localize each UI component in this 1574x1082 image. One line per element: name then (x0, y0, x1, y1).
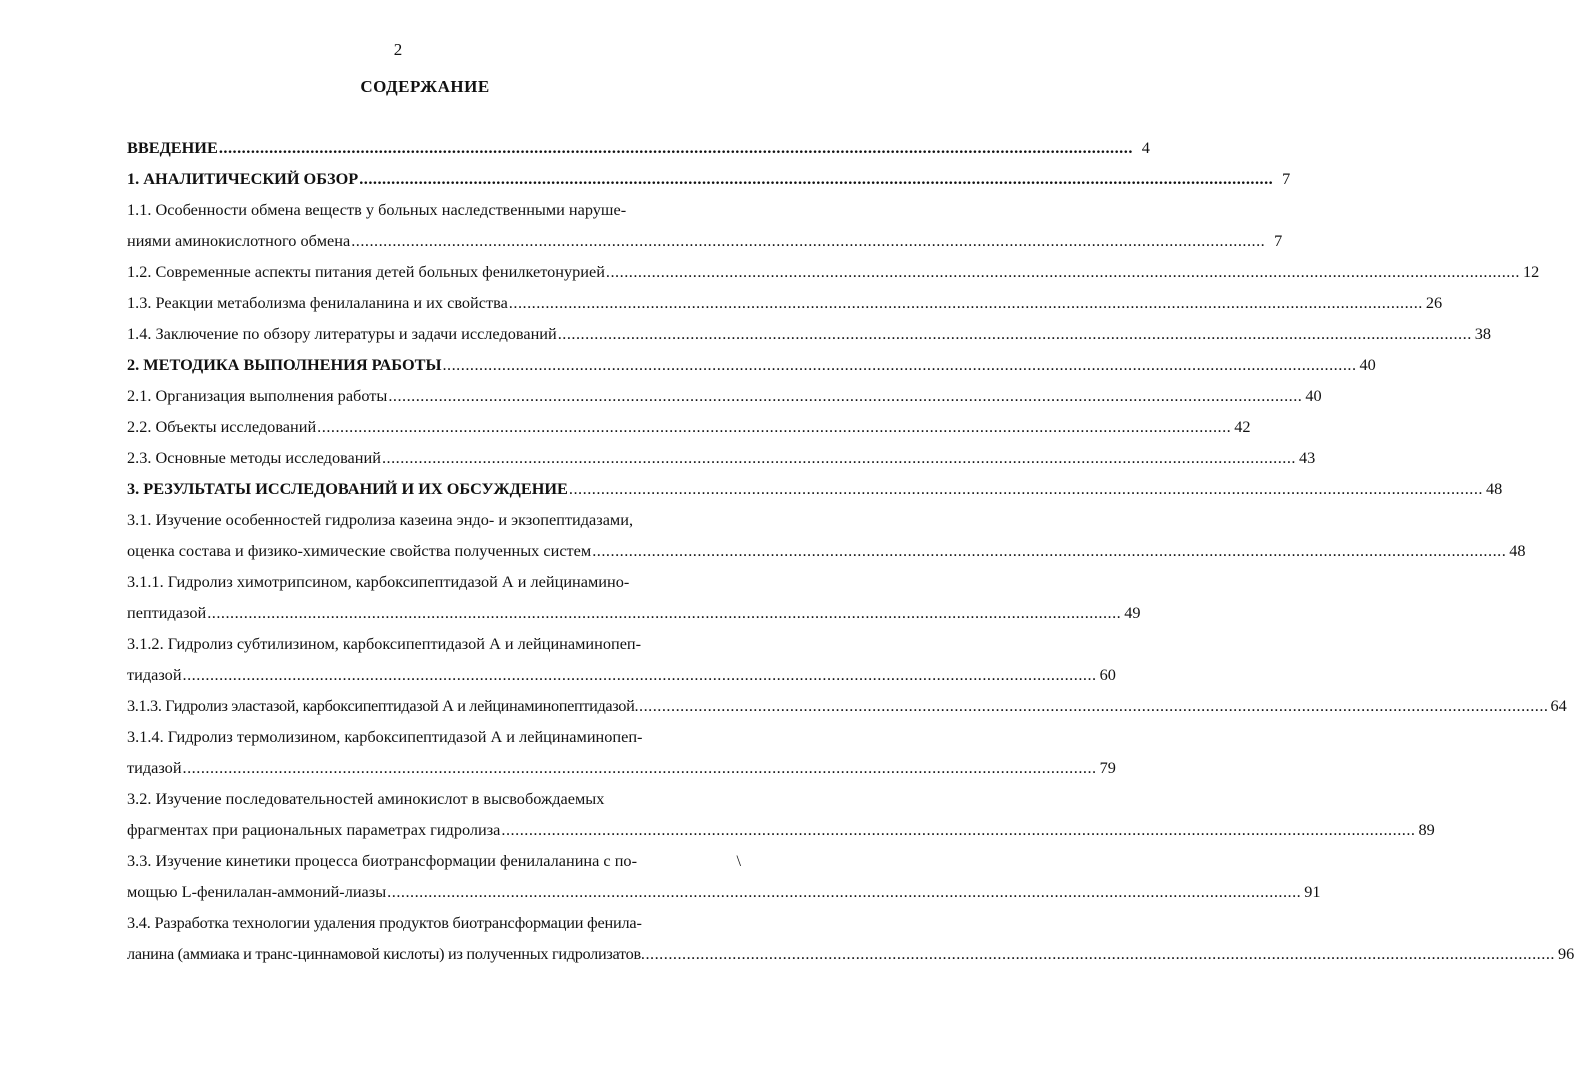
leader-dots: ........................................................................................................................................................................................................ (317, 417, 1232, 436)
toc-entry-title: 1.2. Современные аспекты питания детей больных фенилкетонурией (127, 262, 605, 281)
toc-entry-title: 3.4. Разработка технологии удаления продуктов биотрансформации фенила- (127, 913, 642, 932)
toc-entry-page: 4 (1141, 138, 1150, 157)
toc-entry-title-continued: оценка состава и физико-химические свойства полученных систем (127, 541, 592, 560)
toc-entry-page: 48 (1509, 541, 1526, 560)
toc-entry-title-continued: ниями аминокислотного обмена (127, 231, 351, 250)
toc-entry-page: 40 (1305, 386, 1322, 405)
toc-entry-page: 48 (1485, 479, 1503, 498)
leader-dots: ........................................................................................................................................................................................................ (568, 479, 1483, 498)
toc-entry-page: 42 (1234, 417, 1251, 436)
leader-dots: ........................................................................................................................................................................................................ (605, 262, 1520, 281)
margin-mark: \ (736, 851, 741, 870)
toc-entry-title-continued: фрагментах при рациональных параметрах гидролиза (127, 820, 501, 839)
page-number: 2 (393, 40, 403, 59)
toc-entry-title: 3.1.1. Гидролиз химотрипсином, карбоксипептидазой А и лейцинамино- (127, 572, 630, 591)
toc-entry-1-4[interactable] (127, 318, 1492, 349)
toc-entry-page: 91 (1304, 882, 1321, 901)
toc-entry-page: 7 (1282, 169, 1291, 188)
leader-dots: ........................................................................................................................................................................................................ (634, 696, 1549, 715)
leader-dots: ........................................................................................................................................................................................................ (387, 882, 1302, 901)
toc-entry-page: 64 (1550, 696, 1567, 715)
toc-entry-title-continued: пептидазой (127, 603, 207, 622)
leader-dots: ........................................................................................................................................................................................................ (207, 603, 1122, 622)
toc-entry-title: 3.1.2. Гидролиз субтилизином, карбоксипептидазой А и лейцинаминопеп- (127, 634, 642, 653)
toc-entry-title: 2.3. Основные методы исследований (127, 448, 381, 467)
leader-dots: ........................................................................................................................................................................................................ (508, 293, 1423, 312)
toc-entry-1-1-line-1[interactable] (127, 194, 741, 225)
toc-entry-title: 1.3. Реакции метаболизма фенилаланина и их свойства (127, 293, 508, 312)
toc-entry-3-1-2-line-1[interactable] (127, 628, 741, 659)
leader-dots: ........................................................................................................................................................................................................ (182, 758, 1097, 777)
toc-entry-chapter-3[interactable] (127, 473, 1503, 504)
toc-entry-3-1-3[interactable] (127, 690, 1567, 721)
toc-entry-title: 3.1.3. Гидролиз эластазой, карбоксипептидазой А и лейцинаминопептидазой (127, 696, 635, 715)
toc-entry-title: 3. РЕЗУЛЬТАТЫ ИССЛЕДОВАНИЙ И ИХ ОБСУЖДЕНИЕ (127, 479, 568, 498)
toc-entry-3-2-line-1[interactable] (127, 783, 741, 814)
leader-dots: ........................................................................................................................................................................................................ (351, 231, 1266, 250)
leader-dots: ........................................................................................................................................................................................................ (182, 665, 1097, 684)
toc-title: СОДЕРЖАНИЕ (360, 77, 490, 96)
toc-entry-2-1[interactable] (127, 380, 1322, 411)
toc-entry-page: 7 (1274, 231, 1283, 250)
toc-entry-3-4-line-2[interactable] (127, 938, 1574, 969)
toc-entry-chapter-1[interactable] (127, 163, 1291, 194)
leader-dots: ........................................................................................................................................................................................................ (381, 448, 1296, 467)
toc-entry-title: 1.1. Особенности обмена веществ у больных наследственными наруше- (127, 200, 627, 219)
toc-entry-3-1-4-line-2[interactable] (127, 752, 1116, 783)
leader-dots: ........................................................................................................................................................................................................ (359, 169, 1274, 188)
toc-entry-page: 49 (1124, 603, 1141, 622)
leader-dots: ........................................................................................................................................................................................................ (557, 324, 1472, 343)
toc-entry-title: ВВЕДЕНИЕ (127, 138, 218, 157)
toc-entry-2-2[interactable] (127, 411, 1251, 442)
leader-dots: ........................................................................................................................................................................................................ (442, 355, 1357, 374)
toc-entry-3-1-2-line-2[interactable] (127, 659, 1116, 690)
toc-entry-title: 2. МЕТОДИКА ВЫПОЛНЕНИЯ РАБОТЫ (127, 355, 442, 374)
toc-entry-page: 60 (1099, 665, 1116, 684)
toc-entry-title: 2.2. Объекты исследований (127, 417, 317, 436)
toc-entry-title: 3.1. Изучение особенностей гидролиза казеина эндо- и экзопептидазами, (127, 510, 634, 529)
toc-entry-title: 3.3. Изучение кинетики процесса биотрансформации фенилаланина с по- (127, 851, 637, 870)
toc-entry-3-3-line-2[interactable] (127, 876, 1321, 907)
toc-entry-title-continued: тидазой (127, 665, 182, 684)
toc-entry-title: 1.4. Заключение по обзору литературы и задачи исследований (127, 324, 557, 343)
toc-entry-3-1-4-line-1[interactable] (127, 721, 741, 752)
toc-entry-title-continued: ланина (аммиака и транс-циннамовой кислоты) из полученных гидролизатов (127, 944, 641, 963)
toc-entry-page: 26 (1425, 293, 1443, 312)
leader-dots: ........................................................................................................................................................................................................ (592, 541, 1507, 560)
leader-dots: ........................................................................................................................................................................................................ (218, 138, 1133, 157)
toc-entry-introduction[interactable] (127, 132, 1150, 163)
toc-entry-page: 89 (1418, 820, 1435, 839)
toc-entry-title: 3.2. Изучение последовательностей аминокислот в высвобождаемых (127, 789, 605, 808)
toc-entry-title-continued: тидазой (127, 758, 182, 777)
toc-entry-page: 12 (1522, 262, 1540, 281)
leader-dots: ........................................................................................................................................................................................................ (388, 386, 1303, 405)
toc-entry-page: 40 (1359, 355, 1376, 374)
leader-dots: ........................................................................................................................................................................................................ (640, 944, 1555, 963)
toc-entry-3-3-line-1[interactable] (127, 845, 741, 876)
toc-entry-3-1-1-line-1[interactable] (127, 566, 741, 597)
toc-entry-3-4-line-1[interactable] (127, 907, 741, 938)
toc-entry-1-2[interactable] (127, 256, 1540, 287)
toc-entry-3-2-line-2[interactable] (127, 814, 1435, 845)
toc-entry-3-1-line-1[interactable] (127, 504, 741, 535)
toc-entry-title: 1. АНАЛИТИЧЕСКИЙ ОБЗОР (127, 169, 359, 188)
toc-entry-chapter-2[interactable] (127, 349, 1376, 380)
table-of-contents (127, 132, 1574, 969)
toc-entry-3-1-line-2[interactable] (127, 535, 1526, 566)
toc-entry-page: 43 (1299, 448, 1316, 467)
toc-entry-1-1-line-2[interactable] (127, 225, 1283, 256)
toc-entry-page: 79 (1099, 758, 1116, 777)
leader-dots: ........................................................................................................................................................................................................ (501, 820, 1416, 839)
toc-entry-title: 2.1. Организация выполнения работы (127, 386, 388, 405)
toc-entry-page: 96 (1557, 944, 1574, 963)
toc-entry-1-3[interactable] (127, 287, 1443, 318)
toc-entry-title-continued: мощью L-фенилалан-аммоний-лиазы (127, 882, 387, 901)
toc-entry-2-3[interactable] (127, 442, 1316, 473)
toc-entry-3-1-1-line-2[interactable] (127, 597, 1141, 628)
toc-entry-page: 38 (1474, 324, 1492, 343)
toc-entry-title: 3.1.4. Гидролиз термолизином, карбоксипептидазой А и лейцинаминопеп- (127, 727, 643, 746)
